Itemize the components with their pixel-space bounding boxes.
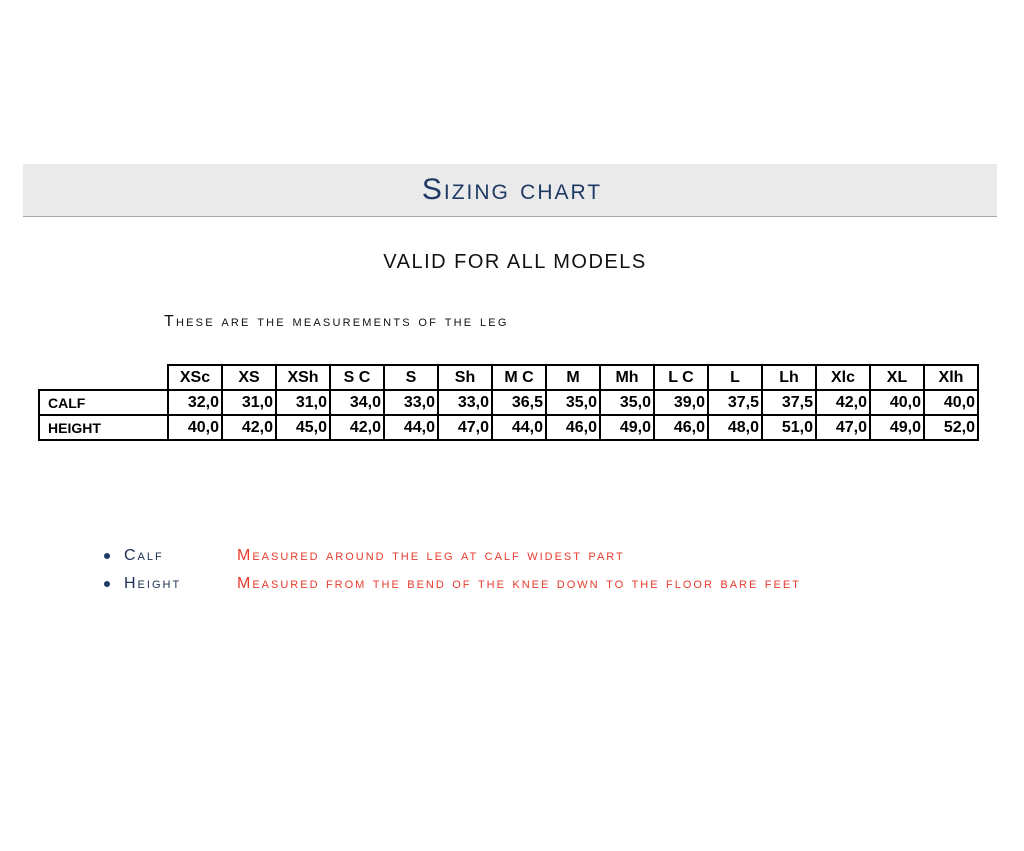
table-cell: 33,0: [438, 390, 492, 415]
legend-term: Height: [124, 575, 182, 592]
table-cell: 42,0: [816, 390, 870, 415]
table-cell: 40,0: [168, 415, 222, 440]
legend-description: Measured around the leg at calf widest part: [237, 547, 625, 564]
table-cell: 42,0: [330, 415, 384, 440]
table-cell: 34,0: [330, 390, 384, 415]
size-header: Xlh: [924, 365, 978, 390]
size-header: L C: [654, 365, 708, 390]
table-cell: 42,0: [222, 415, 276, 440]
subtitle: VALID FOR ALL MODELS: [383, 251, 647, 273]
size-header: Mh: [600, 365, 654, 390]
bullet-icon: [104, 581, 110, 587]
table-corner-cell: [39, 365, 168, 390]
table-cell: 36,5: [492, 390, 546, 415]
table-cell: 51,0: [762, 415, 816, 440]
table-cell: 40,0: [870, 390, 924, 415]
size-header: XS: [222, 365, 276, 390]
table-cell: 47,0: [438, 415, 492, 440]
table-cell: 40,0: [924, 390, 978, 415]
table-cell: 37,5: [708, 390, 762, 415]
row-label: CALF: [39, 390, 168, 415]
table-cell: 45,0: [276, 415, 330, 440]
size-header: L: [708, 365, 762, 390]
table-cell: 44,0: [384, 415, 438, 440]
legend-item-height: [104, 570, 801, 598]
table-cell: 35,0: [600, 390, 654, 415]
table-cell: 32,0: [168, 390, 222, 415]
table-cell: 48,0: [708, 415, 762, 440]
row-label: HEIGHT: [39, 415, 168, 440]
table-cell: 49,0: [600, 415, 654, 440]
table-header-row: [39, 365, 978, 390]
table-cell: 44,0: [492, 415, 546, 440]
size-header: S: [384, 365, 438, 390]
table-cell: 39,0: [654, 390, 708, 415]
table-cell: 46,0: [546, 415, 600, 440]
size-header: Lh: [762, 365, 816, 390]
table-cell: 33,0: [384, 390, 438, 415]
size-header: Xlc: [816, 365, 870, 390]
size-header: XSh: [276, 365, 330, 390]
legend-item-calf: [104, 542, 801, 570]
table-cell: 52,0: [924, 415, 978, 440]
size-header: M C: [492, 365, 546, 390]
intro-text: These are the measurements of the leg: [164, 313, 509, 330]
table-cell: 46,0: [654, 415, 708, 440]
size-header: Sh: [438, 365, 492, 390]
page-title: Sizing chart: [421, 173, 603, 206]
bullet-icon: [104, 553, 110, 559]
table-cell: 37,5: [762, 390, 816, 415]
table-cell: 47,0: [816, 415, 870, 440]
size-header: XL: [870, 365, 924, 390]
sizing-table: [38, 364, 979, 441]
legend: [104, 542, 801, 598]
size-header: S C: [330, 365, 384, 390]
title-bar: [23, 164, 997, 217]
size-header: M: [546, 365, 600, 390]
size-header: XSc: [168, 365, 222, 390]
table-row-height: [39, 415, 978, 440]
table-cell: 49,0: [870, 415, 924, 440]
table-cell: 31,0: [276, 390, 330, 415]
legend-description: Measured from the bend of the knee down to the floor bare feet: [237, 575, 801, 592]
legend-term: Calf: [124, 547, 164, 564]
table-cell: 35,0: [546, 390, 600, 415]
table-row-calf: [39, 390, 978, 415]
table-cell: 31,0: [222, 390, 276, 415]
